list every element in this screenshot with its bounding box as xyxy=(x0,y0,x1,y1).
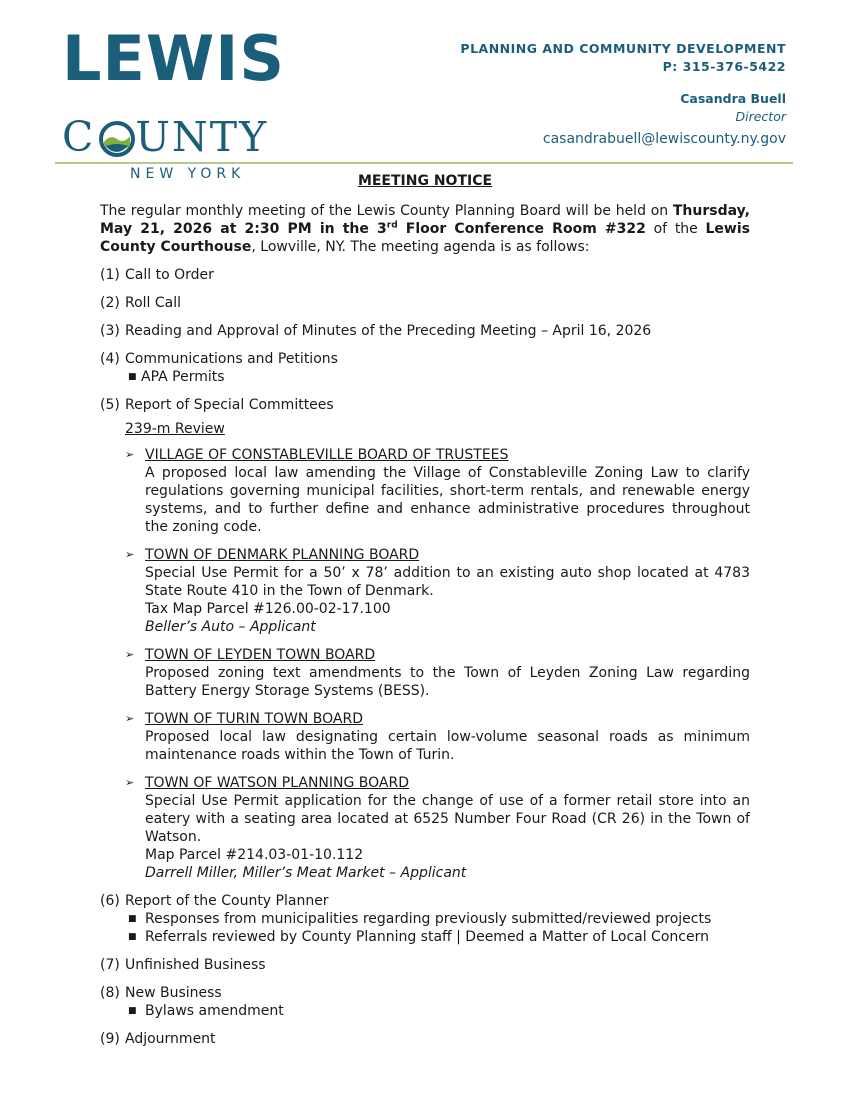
agenda-item-9 xyxy=(100,1030,750,1048)
square-bullet-icon: ■ xyxy=(128,372,137,382)
logo-county-text xyxy=(62,113,269,161)
logo-o-emblem-icon xyxy=(98,120,136,158)
agenda-label: Adjournment xyxy=(125,1031,216,1047)
department-phone: P: 315-376-5422 xyxy=(662,59,786,74)
arrow-bullet-icon: ➢ xyxy=(125,448,135,461)
logo-county-prefix: C xyxy=(62,113,96,161)
intro-ordinal-suffix: rd xyxy=(386,220,398,231)
arrow-bullet-icon: ➢ xyxy=(125,712,135,725)
agenda-item-4 xyxy=(100,350,750,386)
agenda-number: (2) xyxy=(100,295,120,311)
lewis-county-logo xyxy=(62,22,285,182)
department-contact-block xyxy=(460,40,786,150)
agenda-body xyxy=(125,984,750,1020)
review-title: VILLAGE OF CONSTABLEVILLE BOARD OF TRUSTEES xyxy=(145,447,509,463)
review-parcel: Map Parcel #214.03-01-10.112 xyxy=(145,847,364,863)
agenda-label: Call to Order xyxy=(125,267,214,283)
arrow-bullet-icon: ➢ xyxy=(125,548,135,561)
logo-lewis-text: LEWIS xyxy=(62,22,285,95)
agenda-label: Report of Special Committees xyxy=(125,397,334,413)
department-name: PLANNING AND COMMUNITY DEVELOPMENT xyxy=(460,41,786,56)
agenda-label: Report of the County Planner xyxy=(125,893,329,909)
agenda-label: Roll Call xyxy=(125,295,182,311)
intro-text-2: of the xyxy=(645,221,706,237)
review-description: Proposed zoning text amendments to the Town of Leyden Zoning Law regarding Battery Energy Storage Systems (BESS). xyxy=(145,665,750,699)
director-email-link[interactable]: casandrabuell@lewiscounty.ny.gov xyxy=(542,131,786,147)
agenda-number: (1) xyxy=(100,267,120,283)
square-bullet-icon: ■ xyxy=(128,914,137,924)
agenda-item-1 xyxy=(100,266,750,284)
meeting-notice-document xyxy=(100,170,750,1058)
review-applicant: Beller’s Auto – Applicant xyxy=(145,619,316,635)
arrow-bullet-icon: ➢ xyxy=(125,648,135,661)
review-title: TOWN OF TURIN TOWN BOARD xyxy=(145,711,363,727)
square-bullet-icon: ■ xyxy=(128,1006,137,1016)
agenda-number: (7) xyxy=(100,957,120,973)
agenda-item-5 xyxy=(100,396,750,882)
review-description: Special Use Permit for a 50’ x 78’ addition to an existing auto shop located at 4783 State Route 410 in the Town of Denmark. xyxy=(145,565,750,599)
agenda-number: (9) xyxy=(100,1031,120,1047)
agenda-body xyxy=(125,396,750,882)
review-content xyxy=(145,446,750,536)
agenda-item-6 xyxy=(100,892,750,946)
agenda-item-7 xyxy=(100,956,750,974)
review-title: TOWN OF LEYDEN TOWN BOARD xyxy=(145,647,376,663)
review-parcel: Tax Map Parcel #126.00-02-17.100 xyxy=(145,601,391,617)
review-title: TOWN OF WATSON PLANNING BOARD xyxy=(145,775,410,791)
review-entry xyxy=(125,646,750,700)
agenda-label: Unfinished Business xyxy=(125,957,266,973)
review-entry xyxy=(125,710,750,764)
review-title: TOWN OF DENMARK PLANNING BOARD xyxy=(145,547,420,563)
bullet-text: Responses from municipalities regarding previously submitted/reviewed projects xyxy=(145,911,712,927)
logo-county-suffix: UNTY xyxy=(135,113,269,161)
review-applicant: Darrell Miller, Miller’s Meat Market – Applicant xyxy=(145,865,467,881)
review-description: Proposed local law designating certain low-volume seasonal roads as minimum maintenance roads within the Town of Turin. xyxy=(145,729,750,763)
list-item xyxy=(125,368,750,386)
agenda-number: (4) xyxy=(100,351,120,367)
list-item xyxy=(125,1002,750,1020)
bullet-text: Bylaws amendment xyxy=(145,1003,284,1019)
director-name: Casandra Buell xyxy=(680,91,786,106)
list-item xyxy=(125,910,750,928)
agenda-label: Reading and Approval of Minutes of the Preceding Meeting – April 16, 2026 xyxy=(125,323,652,339)
review-description: Special Use Permit application for the change of use of a former retail store into an eatery with a seating area located at 6525 Number Four Road (CR 26) in the Town of Watson. xyxy=(145,793,750,845)
review-entry xyxy=(125,546,750,636)
agenda-item-3 xyxy=(100,322,750,340)
intro-paragraph xyxy=(100,202,750,256)
review-content xyxy=(145,710,750,764)
agenda-body xyxy=(125,350,750,386)
agenda-label: New Business xyxy=(125,985,222,1001)
agenda-number: (3) xyxy=(100,323,120,339)
agenda-label: Communications and Petitions xyxy=(125,351,338,367)
review-subheading: 239-m Review xyxy=(125,421,225,437)
agenda-number: (8) xyxy=(100,985,120,1001)
square-bullet-icon: ■ xyxy=(128,932,137,942)
header-divider xyxy=(55,162,793,164)
agenda-item-8 xyxy=(100,984,750,1020)
list-item xyxy=(125,928,750,946)
review-content xyxy=(145,546,750,636)
agenda-number: (5) xyxy=(100,397,120,413)
intro-room: Floor Conference Room #322 xyxy=(397,221,646,237)
intro-location: Lewis County Courthouse xyxy=(100,221,750,255)
agenda-item-2 xyxy=(100,294,750,312)
intro-text-1: The regular monthly meeting of the Lewis County Planning Board will be held on xyxy=(100,203,673,219)
review-description: A proposed local law amending the Village of Constableville Zoning Law to clarify regulations governing municipal facilities, short-term rentals, and renewable energy systems, and to further define and enhance administrative procedures throughout the zoning code. xyxy=(145,465,750,535)
review-content xyxy=(145,646,750,700)
intro-text-3: , Lowville, NY. The meeting agenda is as follows: xyxy=(251,239,590,255)
agenda-body xyxy=(125,892,750,946)
logo-new-york-text: NEW YORK xyxy=(130,166,246,182)
arrow-bullet-icon: ➢ xyxy=(125,776,135,789)
director-title: Director xyxy=(735,109,786,124)
review-entry xyxy=(125,774,750,882)
bullet-text: APA Permits xyxy=(141,369,225,385)
agenda-number: (6) xyxy=(100,893,120,909)
review-entry xyxy=(125,446,750,536)
notice-heading: MEETING NOTICE xyxy=(357,173,493,189)
review-content xyxy=(145,774,750,882)
bullet-text: Referrals reviewed by County Planning staff | Deemed a Matter of Local Concern xyxy=(145,929,709,945)
intro-date-time: Thursday, May 21, 2026 at 2:30 PM in the 3 xyxy=(100,203,750,237)
